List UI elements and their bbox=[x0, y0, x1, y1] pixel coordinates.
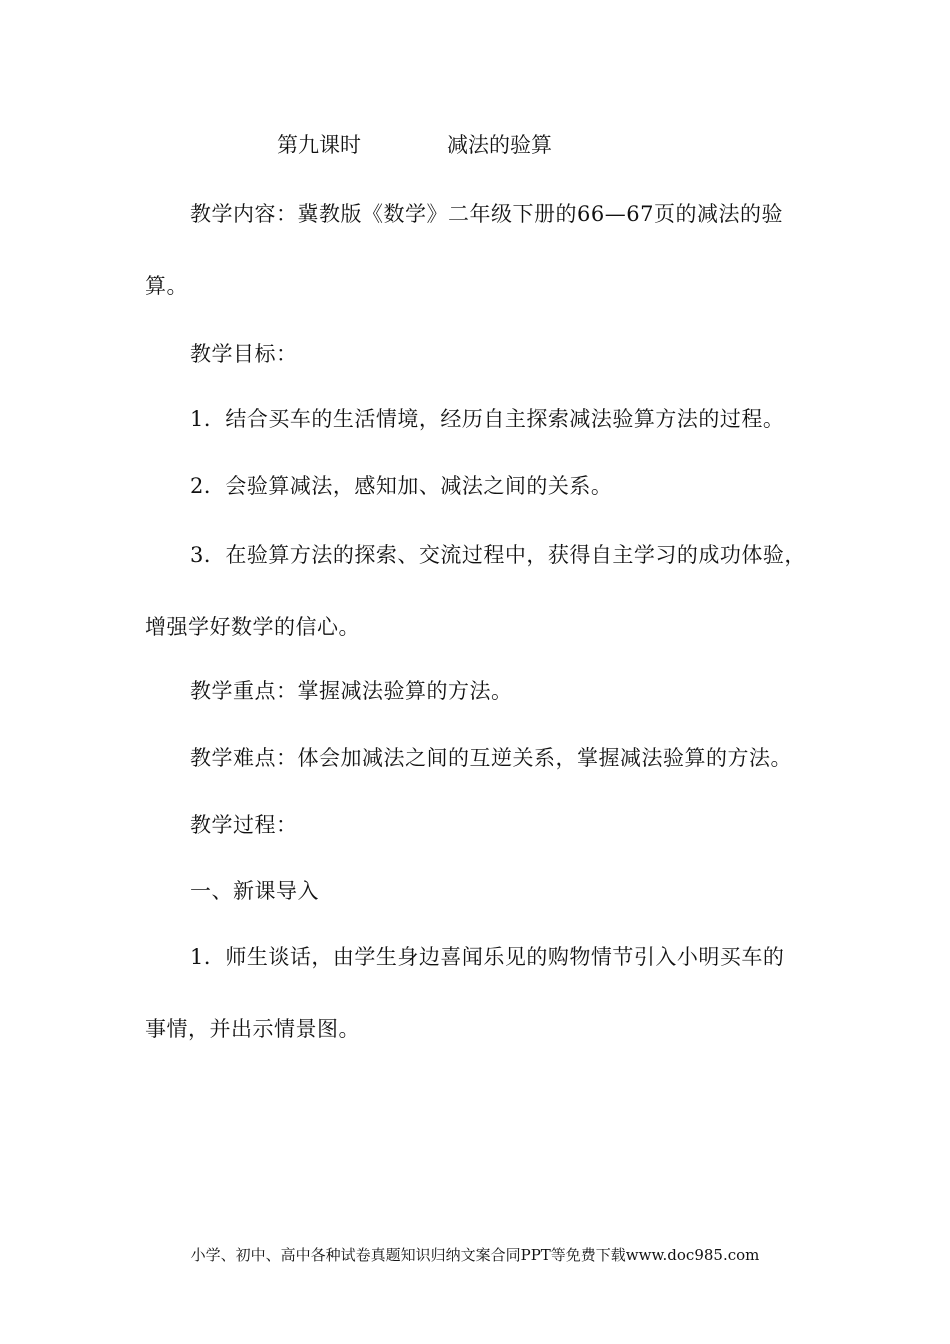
step-1-line1: 1．师生谈话，由学生身边喜闻乐见的购物情节引入小明买车的 bbox=[190, 945, 785, 969]
teaching-content-line2: 算。 bbox=[145, 274, 188, 298]
goal-2: 2．会验算减法，感知加、减法之间的关系。 bbox=[190, 474, 613, 498]
goal-1: 1．结合买车的生活情境，经历自主探索减法验算方法的过程。 bbox=[190, 407, 785, 431]
section-1-heading: 一、新课导入 bbox=[190, 879, 319, 903]
goal-3-line1: 3．在验算方法的探索、交流过程中，获得自主学习的成功体验， bbox=[190, 543, 806, 567]
lesson-number: 第九课时 bbox=[277, 133, 361, 157]
step-1-line2: 事情，并出示情景图。 bbox=[145, 1017, 360, 1041]
difficulty: 教学难点：体会加减法之间的互逆关系，掌握减法验算的方法。 bbox=[190, 746, 792, 770]
key-point: 教学重点：掌握减法验算的方法。 bbox=[190, 679, 513, 703]
goal-3-line2: 增强学好数学的信心。 bbox=[145, 615, 360, 639]
teaching-content-line1: 教学内容：冀教版《数学》二年级下册的66—67页的减法的验 bbox=[190, 202, 783, 226]
teaching-process-heading: 教学过程： bbox=[190, 813, 298, 837]
teaching-goals-heading: 教学目标： bbox=[190, 342, 298, 366]
lesson-title: 减法的验算 bbox=[447, 133, 552, 157]
footer-text: 小学、初中、高中各种试卷真题知识归纳文案合同PPT等免费下载www.doc985.com bbox=[190, 1246, 760, 1264]
